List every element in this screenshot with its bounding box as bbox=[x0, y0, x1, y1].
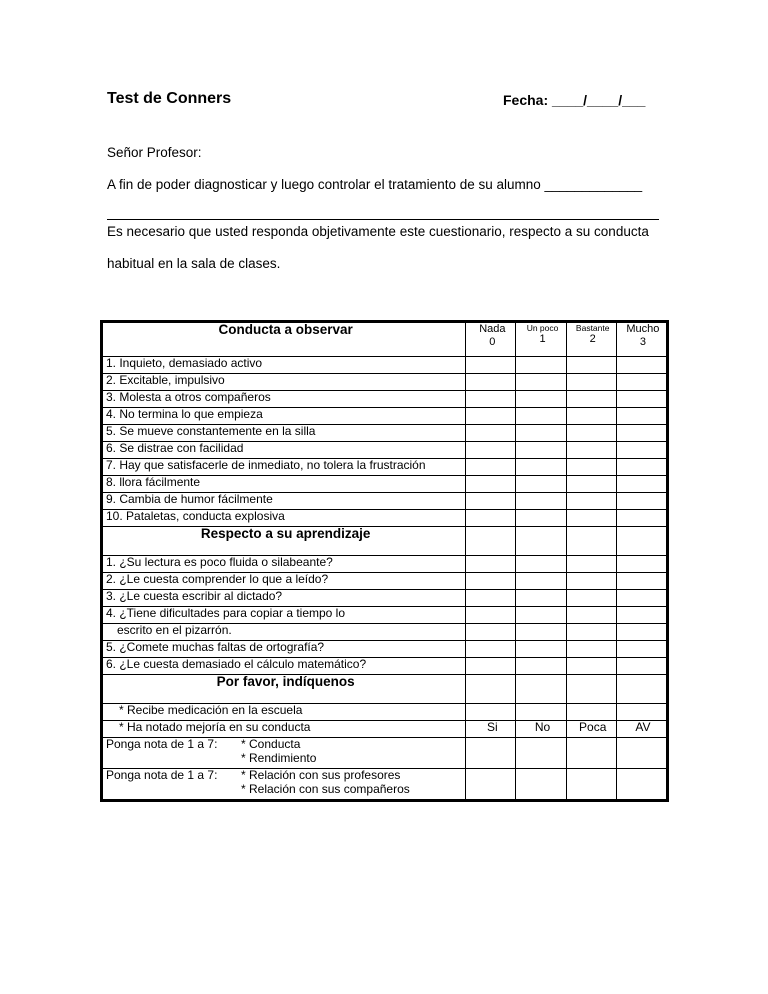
answer-av[interactable]: AV bbox=[616, 721, 666, 738]
table-row: 5. Se mueve constantemente en la silla bbox=[103, 425, 667, 442]
section-title-aprendizaje: Respecto a su aprendizaje bbox=[103, 527, 466, 556]
table-row: 3. Molesta a otros compañeros bbox=[103, 391, 667, 408]
table-row: 8. llora fácilmente bbox=[103, 476, 667, 493]
blank-line bbox=[107, 219, 659, 220]
table-row: 7. Hay que satisfacerle de inmediato, no tolera la frustración bbox=[103, 459, 667, 476]
conners-table bbox=[102, 322, 667, 800]
page-title: Test de Conners bbox=[107, 90, 232, 107]
section-title-conducta: Conducta a observar bbox=[103, 323, 466, 357]
col-bastante: Bastante 2 bbox=[566, 323, 616, 357]
col-mucho: Mucho 3 bbox=[616, 323, 666, 357]
intro-line-3: habitual en la sala de clases. bbox=[107, 256, 281, 271]
col-nada: Nada 0 bbox=[466, 323, 516, 357]
nota-label: Ponga nota de 1 a 7: bbox=[106, 737, 218, 751]
section-title-favor: Por favor, indíquenos bbox=[103, 675, 466, 704]
section-row bbox=[103, 527, 667, 556]
table-row: 3. ¿Le cuesta escribir al dictado? bbox=[103, 590, 667, 607]
table-row: escrito en el pizarrón. bbox=[103, 624, 667, 641]
table-row: * Ha notado mejoría en su conducta Si No Poca AV bbox=[103, 721, 667, 738]
answer-si[interactable]: Si bbox=[466, 721, 516, 738]
table-row: 5. ¿Comete muchas faltas de ortografía? bbox=[103, 641, 667, 658]
table-row: 6. Se distrae con facilidad bbox=[103, 442, 667, 459]
table-row: 1. Inquieto, demasiado activo bbox=[103, 357, 667, 374]
nota-label: Ponga nota de 1 a 7: bbox=[106, 768, 218, 782]
table-row: * Recibe medicación en la escuela bbox=[103, 704, 667, 721]
intro-line-2: Es necesario que usted responda objetivamente este cuestionario, respecto a su conducta bbox=[107, 224, 649, 239]
col-un-poco: Un poco 1 bbox=[516, 323, 566, 357]
table-row: 2. ¿Le cuesta comprender lo que a leído? bbox=[103, 573, 667, 590]
nota-item-profesores: * Relación con sus profesores bbox=[241, 768, 401, 782]
section-row bbox=[103, 675, 667, 704]
table-row: 4. ¿Tiene dificultades para copiar a tiempo lo bbox=[103, 607, 667, 624]
nota-row bbox=[103, 769, 667, 800]
answer-no[interactable]: No bbox=[516, 721, 566, 738]
nota-item-companeros: * Relación con sus compañeros bbox=[241, 782, 410, 796]
table-row: 1. ¿Su lectura es poco fluida o silabeante? bbox=[103, 556, 667, 573]
salutation: Señor Profesor: bbox=[107, 145, 202, 160]
nota-row bbox=[103, 738, 667, 769]
intro-line-1: A fin de poder diagnosticar y luego controlar el tratamiento de su alumno _____________ bbox=[107, 177, 643, 192]
header-row bbox=[103, 323, 667, 357]
nota-item-conducta: * Conducta bbox=[241, 737, 301, 751]
table-row: 2. Excitable, impulsivo bbox=[103, 374, 667, 391]
answer-poca[interactable]: Poca bbox=[566, 721, 616, 738]
table-row: 9. Cambia de humor fácilmente bbox=[103, 493, 667, 510]
table-row: 6. ¿Le cuesta demasiado el cálculo matemático? bbox=[103, 658, 667, 675]
nota-item-rendimiento: * Rendimiento bbox=[241, 751, 317, 765]
date-label: Fecha: ____/____/___ bbox=[503, 92, 646, 108]
table-row: 4. No termina lo que empieza bbox=[103, 408, 667, 425]
table-row: 10. Pataletas, conducta explosiva bbox=[103, 510, 667, 527]
